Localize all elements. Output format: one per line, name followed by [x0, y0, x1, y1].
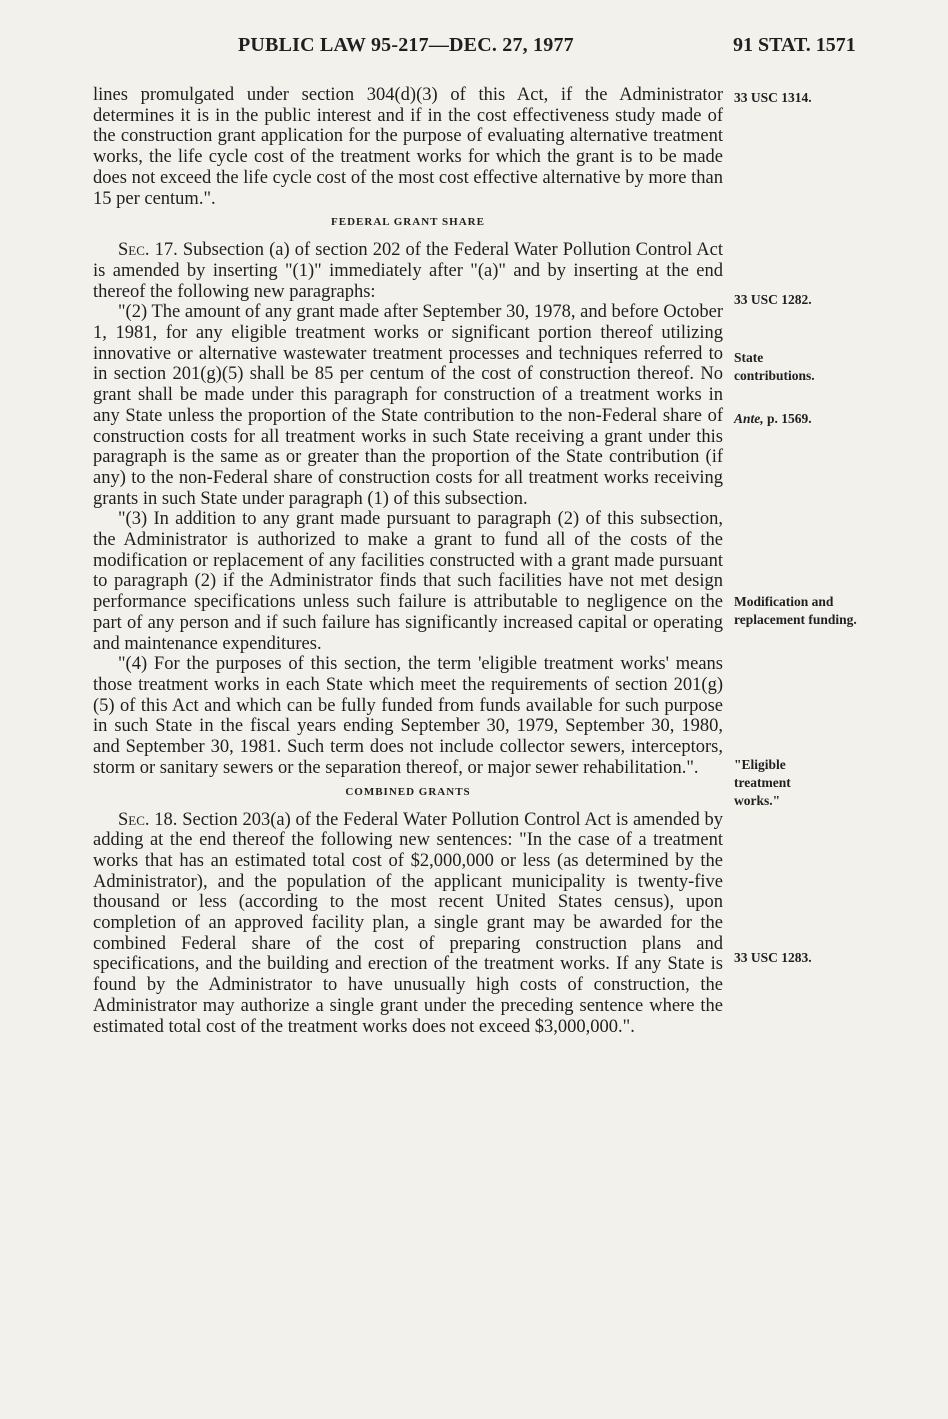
body-text [93, 85, 723, 1037]
continued-paragraph: lines promulgated under section 304(d)(3) of this Act, if the Administrator determines it is in the public interest and if in the cost effectiveness study made of the construction grant application for the purpose of evaluating alternative treatment works, the life cycle cost of the treatment works for which the grant is to be made does not exceed the life cycle cost of the most cost effective alternative by more than 15 per centum.". [93, 85, 723, 209]
margin-note-33-usc-1282: 33 USC 1282. [734, 292, 812, 307]
statute-page-number: 91 STAT. 1571 [733, 34, 856, 56]
section-18-label: Sec. [118, 809, 150, 830]
section-heading-combined-grants: COMBINED GRANTS [345, 785, 471, 798]
margin-note-modification-replacement-funding: Modification and replacement funding. [734, 594, 857, 627]
section-18-text: 18. Section 203(a) of the Federal Water Pollution Control Act is amended by adding at the end thereof the following new sentences: "In the case of a treatment works that has an estimated total cost of $2,000,000 or less (as determined by the Administrator), and the population of the applicant municipality is twenty-five thousand or less (according to the most recent United States census), upon completion of an approved facility plan, a single grant may be awarded for the combined Federal share of the cost of preparing construction plans and specifications, and the building and erection of the treatment works. If any State is found by the Administrator to have unusually high costs of construction, the Administrator may authorize a single grant under the preceding sentence where the estimated total cost of the treatment works does not exceed $3,000,000.". [93, 809, 723, 1037]
margin-note-state-contributions: State contributions. [734, 350, 815, 383]
paragraph-3: "(3) In addition to any grant made pursuant to paragraph (2) of this subsection, the Administrator is authorized to make a grant to fund all of the costs of the modification or replacement of any facilities constructed with a grant made pursuant to paragraph (2) if the Administrator finds that such facilities have not met design performance specifications unless such failure is attributable to negligence on the part of any person and if such failure has significantly increased capital or operating and maintenance expenditures. [93, 509, 723, 654]
paragraph-2: "(2) The amount of any grant made after September 30, 1978, and before October 1, 1981, for any eligible treatment works or significant portion thereof utilizing innovative or alternative wastewater treatment processes and techniques referred to in section 201(g)(5) shall be 85 per centum of the cost of construction thereof. No grant shall be made under this paragraph for construction of a treatment works in any State unless the proportion of the State contribution to the non-Federal share of construction costs for all treatment works in such State receiving a grant under this paragraph is the same as or greater than the proportion of the State contribution (if any) to the non-Federal share of construction costs for all treatment works receiving grants in such State under paragraph (1) of this subsection. [93, 302, 723, 509]
section-17-paragraph [93, 240, 723, 302]
margin-note-ante [734, 410, 914, 428]
running-header-title: PUBLIC LAW 95-217—DEC. 27, 1977 [238, 34, 574, 56]
section-17-label: Sec. [118, 240, 150, 261]
section-17-text: 17. Subsection (a) of section 202 of the Federal Water Pollution Control Act is amended by inserting "(1)" immediately after "(a)" and by inserting at the end thereof the following new paragraphs: [93, 240, 723, 302]
margin-note-33-usc-1283: 33 USC 1283. [734, 950, 812, 965]
margin-note-eligible-treatment-works: "Eligible treatment works." [734, 757, 791, 808]
margin-note-33-usc-1314: 33 USC 1314. [734, 90, 812, 105]
margin-note-ante-page: p. 1569. [763, 411, 812, 426]
section-heading-federal-grant-share: FEDERAL GRANT SHARE [331, 216, 485, 229]
section-18-paragraph [93, 810, 723, 1038]
margin-note-ante-label: Ante, [734, 411, 764, 426]
paragraph-4: "(4) For the purposes of this section, the term 'eligible treatment works' means those treatment works in each State which meet the requirements of section 201(g)(5) of this Act and which can be fully funded from funds available for such purpose in such State in the fiscal years ending September 30, 1979, September 30, 1980, and September 30, 1981. Such term does not include collector sewers, interceptors, storm or sanitary sewers or the separation thereof, or major sewer rehabilitation.". [93, 654, 723, 778]
